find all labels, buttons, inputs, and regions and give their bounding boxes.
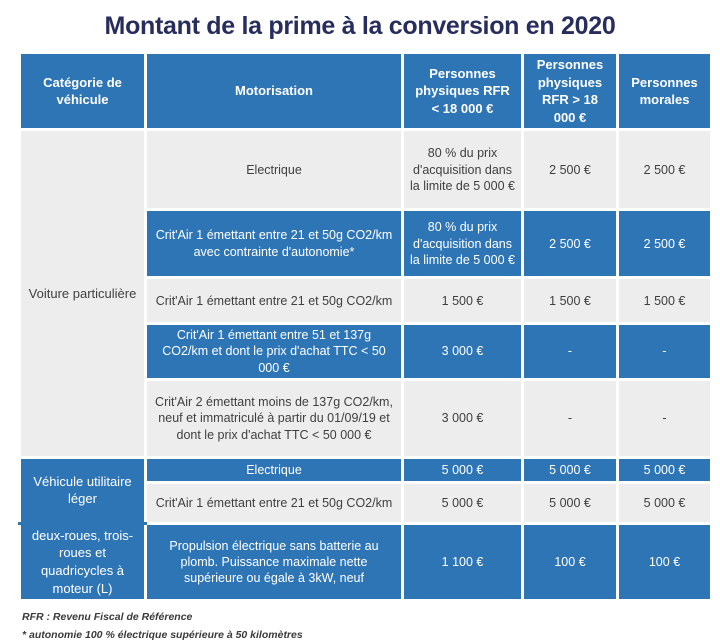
morales-cell: 5 000 € — [618, 482, 712, 523]
col-header-rfr-high: Personnes physiques RFR > 18 000 € — [523, 53, 618, 130]
rfr-low-cell: 3 000 € — [403, 324, 523, 380]
rfr-low-cell: 5 000 € — [403, 457, 523, 482]
motorisation-cell: Crit'Air 2 émettant moins de 137g CO2/km, neuf et immatriculé à partir du 01/09/19 et dont le prix d'achat TTC < 50 000 € — [146, 379, 403, 457]
col-header-categorie: Catégorie de véhicule — [20, 53, 146, 130]
rfr-high-cell: 100 € — [523, 523, 618, 600]
footnotes — [22, 610, 720, 642]
rfr-high-cell: - — [523, 379, 618, 457]
morales-cell: 2 500 € — [618, 210, 712, 278]
rfr-high-cell: 1 500 € — [523, 278, 618, 324]
rfr-low-cell: 80 % du prix d'acquisition dans la limite de 5 000 € — [403, 130, 523, 210]
rfr-low-cell: 5 000 € — [403, 482, 523, 523]
rfr-high-cell: 2 500 € — [523, 130, 618, 210]
morales-cell: - — [618, 324, 712, 380]
col-header-motorisation: Motorisation — [146, 53, 403, 130]
motorisation-cell: Electrique — [146, 457, 403, 482]
morales-cell: 5 000 € — [618, 457, 712, 482]
col-header-rfr-low: Personnes physiques RFR < 18 000 € — [403, 53, 523, 130]
motorisation-cell: Crit'Air 1 émettant entre 21 et 50g CO2/km — [146, 278, 403, 324]
rfr-low-cell: 80 % du prix d'acquisition dans la limite de 5 000 € — [403, 210, 523, 278]
motorisation-cell: Crit'Air 1 émettant entre 21 et 50g CO2/km — [146, 482, 403, 523]
motorisation-cell: Crit'Air 1 émettant entre 51 et 137g CO2/km et dont le prix d'achat TTC < 50 000 € — [146, 324, 403, 380]
footnote-autonomie: * autonomie 100 % électrique supérieure à 50 kilomètres — [22, 628, 303, 641]
rfr-high-cell: 5 000 € — [523, 457, 618, 482]
header-row — [20, 53, 712, 130]
rfr-low-cell: 1 100 € — [403, 523, 523, 600]
rfr-low-cell: 3 000 € — [403, 379, 523, 457]
category-cell-deux-roues: deux-roues, trois-roues et quadricycles à moteur (L) — [20, 523, 146, 600]
rfr-high-cell: 5 000 € — [523, 482, 618, 523]
motorisation-cell: Electrique — [146, 130, 403, 210]
conversion-premium-table — [18, 51, 713, 602]
morales-cell: - — [618, 379, 712, 457]
rfr-high-cell: - — [523, 324, 618, 380]
table-row — [20, 523, 712, 600]
footnote-rfr: RFR : Revenu Fiscal de Référence — [22, 611, 193, 624]
motorisation-cell: Propulsion électrique sans batterie au plomb. Puissance maximale nette supérieure ou égale à 3kW, neuf — [146, 523, 403, 600]
morales-cell: 1 500 € — [618, 278, 712, 324]
category-cell-voiture-particuliere: Voiture particulière — [20, 130, 146, 458]
table-row — [20, 457, 712, 482]
morales-cell: 100 € — [618, 523, 712, 600]
category-cell-vehicule-utilitaire-leger: Véhicule utilitaire léger — [20, 457, 146, 523]
table-row — [20, 130, 712, 210]
page-title: Montant de la prime à la conversion en 2020 — [104, 12, 616, 40]
rfr-low-cell: 1 500 € — [403, 278, 523, 324]
motorisation-cell: Crit'Air 1 émettant entre 21 et 50g CO2/km avec contrainte d'autonomie* — [146, 210, 403, 278]
col-header-morales: Personnes morales — [618, 53, 712, 130]
morales-cell: 2 500 € — [618, 130, 712, 210]
rfr-high-cell: 2 500 € — [523, 210, 618, 278]
